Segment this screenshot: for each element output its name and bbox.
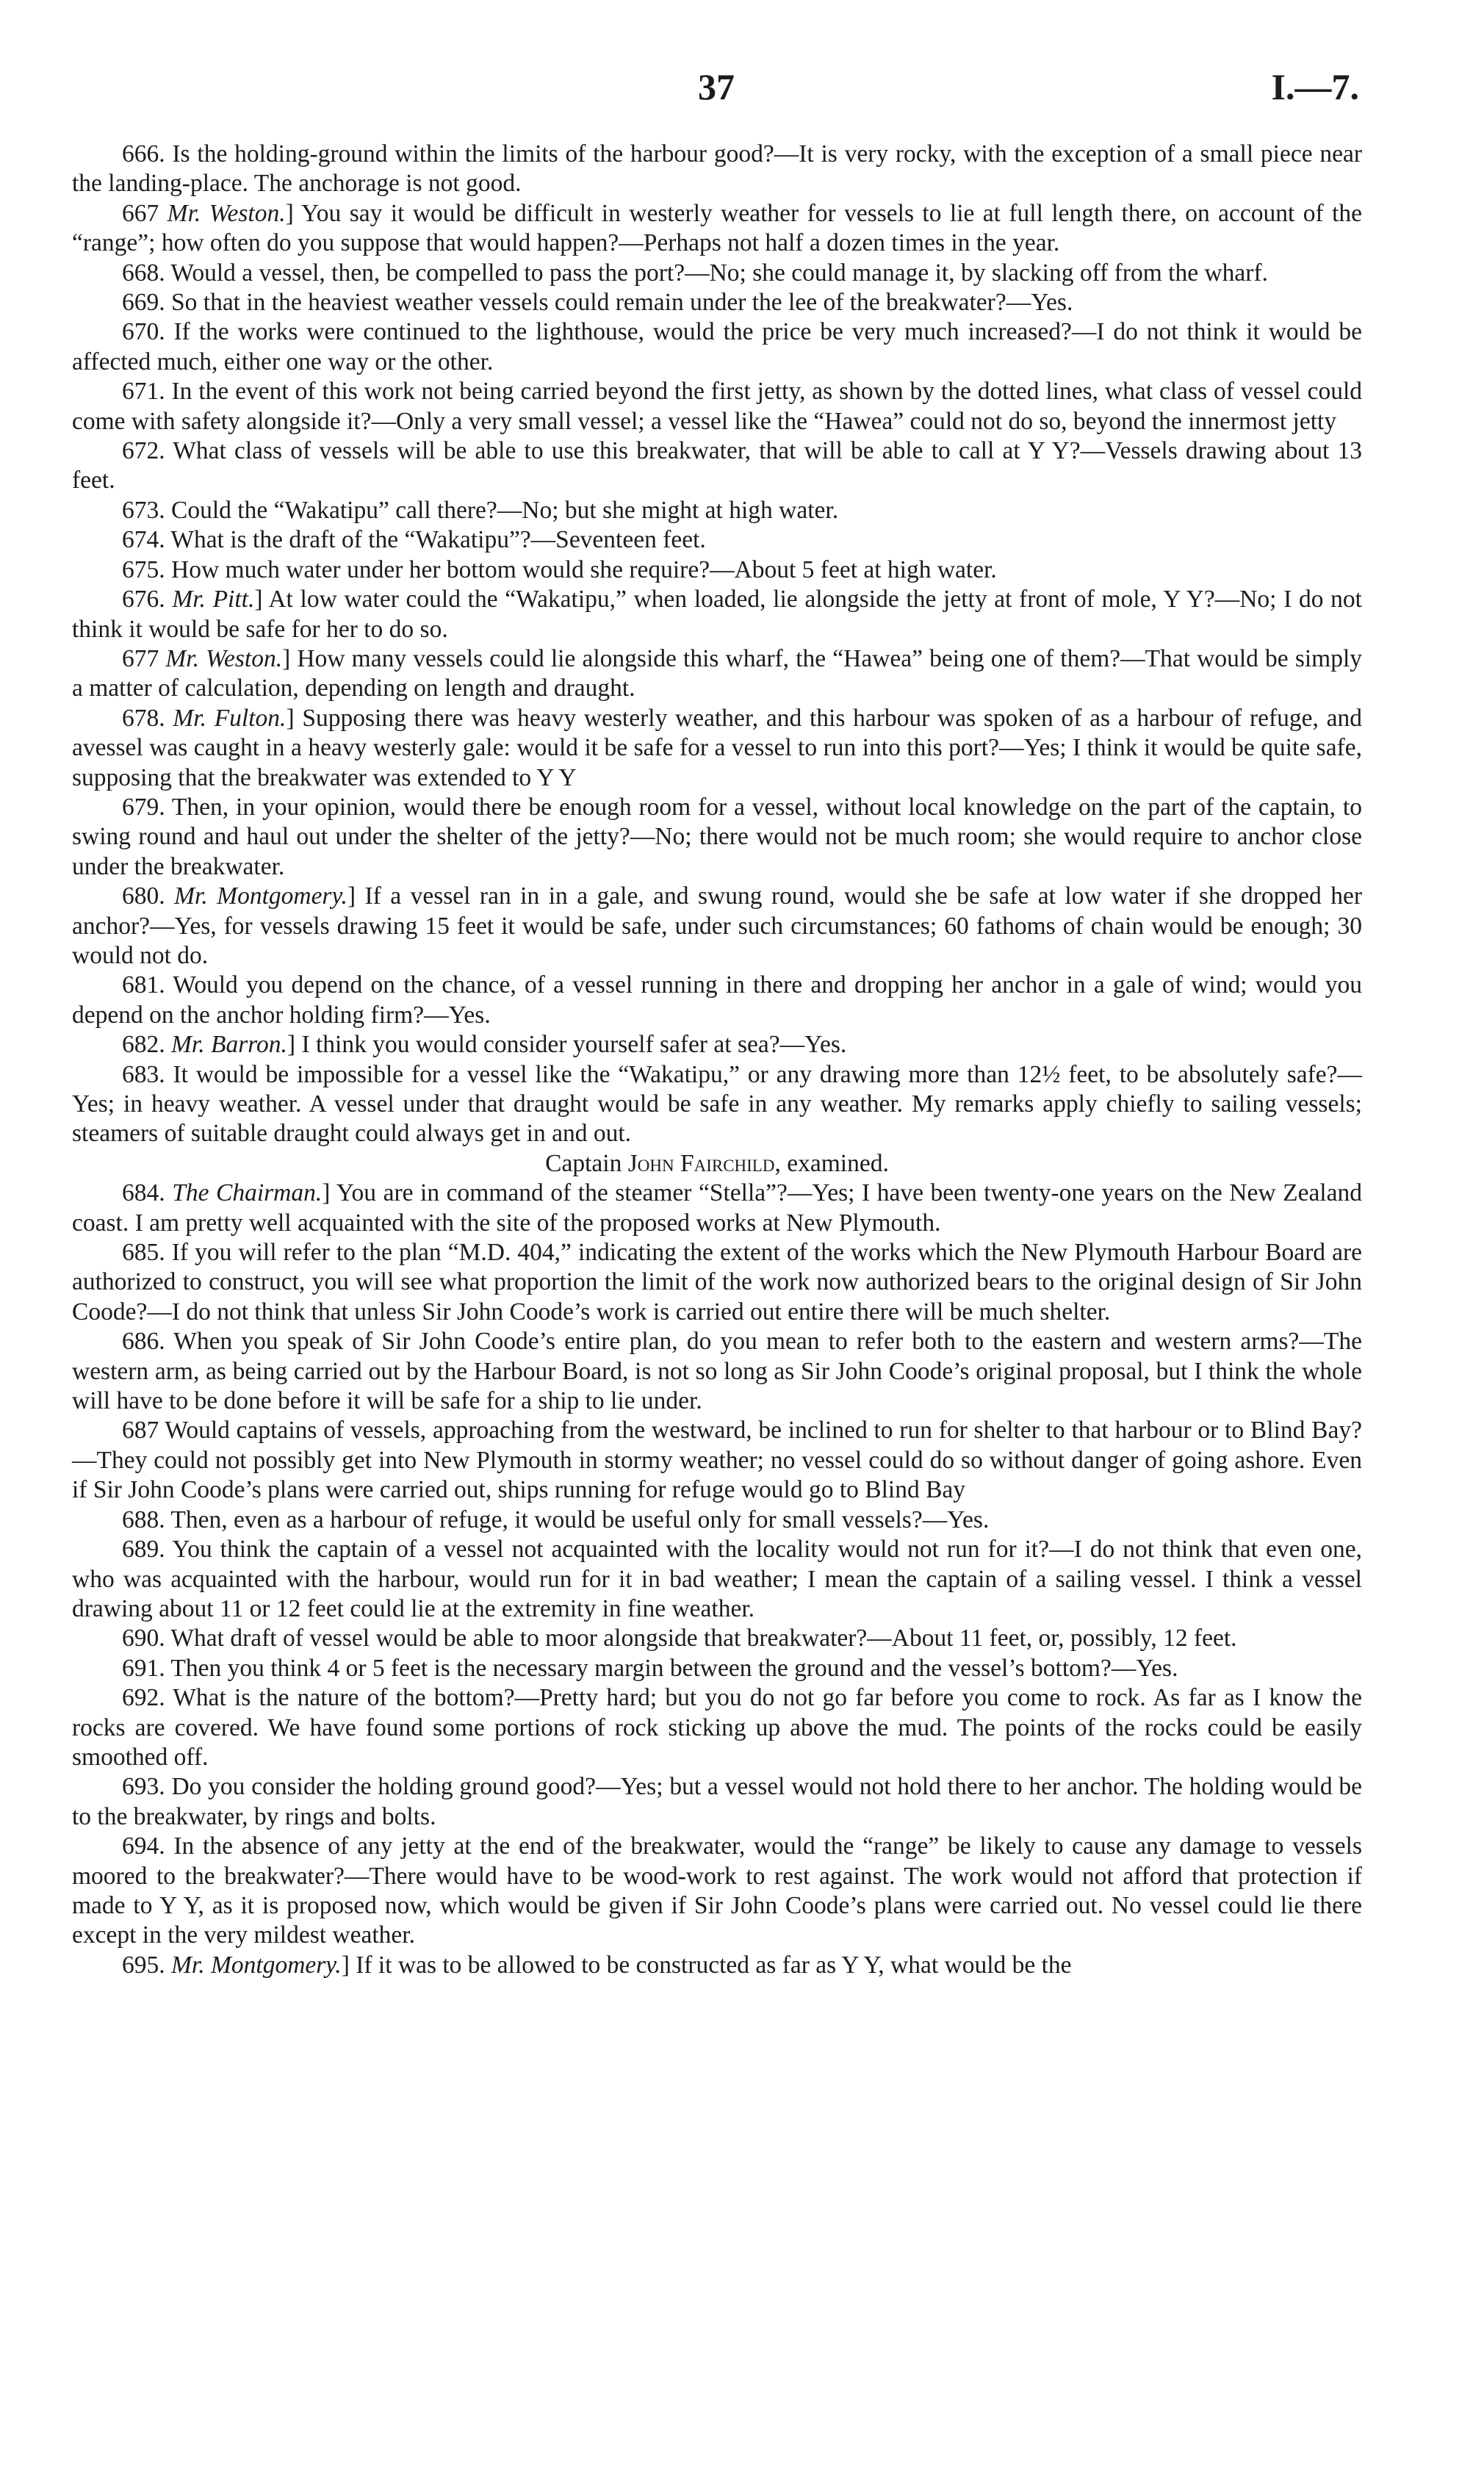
question-text: What is the nature of the bottom?—Pretty hard; but you do not go far before you come to rock. As far as I know the rocks are covered. We have found some portions of rock sticking up above the mud. The points of the rocks could be easily smoothed off. xyxy=(72,1684,1362,1771)
question-text: At low water could the “Wakatipu,” when loaded, lie alongside the jetty at front of mole, Y Y?—No; I do not think it would be safe for her to do so. xyxy=(72,586,1362,643)
question-paragraph xyxy=(72,1327,1362,1416)
question-number: 683. xyxy=(122,1060,165,1088)
speaker-bracket: ] xyxy=(287,1031,296,1059)
question-paragraph xyxy=(72,1951,1362,1980)
question-number: 673. xyxy=(122,496,165,524)
speaker-bracket: ] xyxy=(286,704,295,732)
question-text: If a vessel ran in in a gale, and swung round, would she be safe at low water if she dropped her anchor?—Yes, for vessels drawing 15 feet it would be safe, under such circumstances; 60 fathoms of chain would be enough; 30 would not do. xyxy=(72,882,1363,969)
question-text: Would a vessel, then, be compelled to pass the port?—No; she could manage it, by slacking off from the wharf. xyxy=(170,259,1268,287)
question-number: 674. xyxy=(122,526,165,554)
question-number: 668. xyxy=(122,259,165,287)
question-text: If the works were continued to the lighthouse, would the price be very much increased?—I do not think it would be affected much, either one way or the other. xyxy=(72,318,1363,375)
question-paragraph xyxy=(72,1624,1362,1653)
witness-title: Captain xyxy=(545,1149,622,1177)
question-paragraph xyxy=(72,1238,1362,1327)
question-text: If you will refer to the plan “M.D. 404,” indicating the extent of the works which the New Plymouth Harbour Board are authorized to construct, you will see what proportion the limit of the work now authorized bears to the original design of Sir John Coode?—I do not think that unless Sir John Coode’s work is carried out entire there will be much shelter. xyxy=(72,1239,1362,1325)
question-paragraph xyxy=(72,199,1362,259)
question-number: 678. xyxy=(122,704,165,732)
question-paragraph xyxy=(72,436,1362,496)
question-number: 669. xyxy=(122,289,165,317)
question-paragraph xyxy=(72,1772,1362,1832)
speaker-name: Mr. Pitt. xyxy=(172,586,255,614)
question-number: 693. xyxy=(122,1773,165,1801)
question-number: 676. xyxy=(122,586,165,614)
question-text: Supposing there was heavy westerly weather, and this harbour was spoken of as a harbour of refuge, and avessel was caught in a heavy westerly gale: would it be safe for a vessel to run into this port?—Yes; I think it would be quite safe, supposing that the breakwater was extended to Y Y xyxy=(72,704,1363,791)
question-paragraph xyxy=(72,1416,1362,1505)
speaker-bracket: ] xyxy=(282,644,291,672)
question-number: 677 xyxy=(122,644,159,672)
question-text: Would you depend on the chance, of a vessel running in there and dropping her anchor in a gale of wind; would you depend on the anchor holding firm?—Yes. xyxy=(72,971,1362,1029)
question-paragraph xyxy=(72,140,1362,199)
question-paragraph xyxy=(72,1060,1362,1149)
question-number: 695. xyxy=(122,1951,165,1979)
question-text: If it was to be allowed to be constructed as far as Y Y, what would be the xyxy=(356,1951,1072,1979)
question-text: You are in command of the steamer “Stella”?—Yes; I have been twenty-one years on the New Zealand coast. I am pretty well acquainted with the site of the proposed works at New Plymouth. xyxy=(72,1179,1362,1237)
question-number: 687 xyxy=(122,1417,159,1445)
question-number: 671. xyxy=(122,378,165,406)
speaker-name: The Chairman. xyxy=(172,1179,323,1207)
question-text: Then, even as a harbour of refuge, it would be useful only for small vessels?—Yes. xyxy=(170,1506,990,1533)
evidence-body xyxy=(72,140,1362,1980)
question-text: Then, in your opinion, would there be enough room for a vessel, without local knowledge on the part of the captain, to swing round and haul out under the shelter of the jetty?—No; there would not be much room; she would require to anchor close under the breakwater. xyxy=(72,793,1362,880)
question-text: What draft of vessel would be able to moor alongside that breakwater?—About 11 feet, or, possibly, 12 feet. xyxy=(170,1625,1237,1652)
speaker-name: Mr. Weston. xyxy=(165,644,283,672)
question-paragraph xyxy=(72,288,1362,317)
question-number: 681. xyxy=(122,971,165,999)
question-paragraph xyxy=(72,793,1362,882)
speaker-bracket: ] xyxy=(322,1179,331,1207)
question-text: So that in the heaviest weather vessels could remain under the lee of the breakwater?—Yes. xyxy=(171,289,1073,317)
question-number: 686. xyxy=(122,1328,165,1356)
question-number: 666. xyxy=(122,140,165,168)
question-text: In the absence of any jetty at the end of the breakwater, would the “range” be likely to cause any damage to vessels moored to the breakwater?—There would have to be wood-work to rest against. The work would not afford that protection if made to Y Y, as it is proposed now, which would be given if Sir John Coode’s plans were carried out. No vessel could lie there except in the very mildest weather. xyxy=(72,1832,1363,1949)
question-text: What class of vessels will be able to use this breakwater, that will be able to call at Y Y?—Vessels drawing about 13 feet. xyxy=(72,437,1362,494)
page-number: 37 xyxy=(698,66,735,107)
speaker-bracket: ] xyxy=(254,586,263,614)
question-text: When you speak of Sir John Coode’s entire plan, do you mean to refer both to the eastern and western arms?—The western arm, as being carried out by the Harbour Board, is not so long as Sir John Coode’s original proposal, but I think the whole will have to be done before it will be safe for a ship to lie under. xyxy=(72,1328,1362,1415)
question-number: 685. xyxy=(122,1239,165,1267)
witness-heading xyxy=(72,1149,1362,1179)
question-paragraph xyxy=(72,971,1362,1030)
speaker-bracket: ] xyxy=(341,1951,350,1979)
question-number: 690. xyxy=(122,1625,165,1652)
question-number: 684. xyxy=(122,1179,165,1207)
question-paragraph xyxy=(72,317,1362,377)
speaker-name: Mr. Fulton. xyxy=(173,704,287,732)
question-text: You think the captain of a vessel not acquainted with the locality would not run for it?—I do not think that even one, who was acquainted with the harbour, would run for it in bad weather; I mean the captain of a sailing vessel. I think a vessel drawing about 11 or 12 feet could lie at the extremity in fine weather. xyxy=(72,1536,1362,1622)
question-text: It would be impossible for a vessel like the “Wakatipu,” or any drawing more than 12½ feet, to be absolutely safe?—Yes; in heavy weather. A vessel under that draught would be safe in any weather. My remarks apply chiefly to sailing vessels; steamers of suitable draught could always get in and out. xyxy=(72,1060,1363,1148)
speaker-name: Mr. Montgomery. xyxy=(174,882,347,910)
speaker-bracket: ] xyxy=(347,882,356,910)
question-text: How much water under her bottom would she require?—About 5 feet at high water. xyxy=(171,555,997,583)
question-text: Do you consider the holding ground good?—Yes; but a vessel would not hold there to her anchor. The holding would be to the breakwater, by rings and bolts. xyxy=(72,1773,1363,1830)
question-paragraph xyxy=(72,882,1362,971)
question-number: 667 xyxy=(122,199,159,227)
question-paragraph xyxy=(72,1179,1362,1238)
speaker-bracket: ] xyxy=(285,199,294,227)
question-text: Is the holding-ground within the limits of the harbour good?—It is very rocky, with the exception of a small piece near the landing-place. The anchorage is not good. xyxy=(72,140,1362,198)
question-paragraph xyxy=(72,1535,1362,1624)
question-number: 680. xyxy=(122,882,165,910)
question-number: 675. xyxy=(122,555,165,583)
question-paragraph xyxy=(72,259,1362,288)
document-reference: I.—7. xyxy=(1271,66,1359,107)
speaker-name: Mr. Montgomery. xyxy=(171,1951,342,1979)
question-number: 670. xyxy=(122,318,165,346)
question-number: 682. xyxy=(122,1031,165,1059)
speaker-name: Mr. Barron. xyxy=(171,1031,287,1059)
question-paragraph xyxy=(72,1506,1362,1535)
question-text: Would captains of vessels, approaching from the westward, be inclined to run for shelter to that harbour or to Blind Bay?—They could not possibly get into New Plymouth in stormy weather; no vessel could do so without danger of going ashore. Even if Sir John Coode’s plans were carried out, ships running for refuge would go to Blind Bay xyxy=(72,1417,1362,1504)
page-header xyxy=(0,65,1484,109)
question-number: 694. xyxy=(122,1832,165,1860)
question-paragraph xyxy=(72,1683,1362,1772)
witness-status: , examined. xyxy=(774,1149,889,1177)
question-text: Then you think 4 or 5 feet is the necessary margin between the ground and the vessel’s bottom?—Yes. xyxy=(170,1654,1178,1682)
question-text: In the event of this work not being carried beyond the first jetty, as shown by the dotted lines, what class of vessel could come with safety alongside it?—Only a very small vessel; a vessel like the “Hawea” could not do so, beyond the innermost jetty xyxy=(72,378,1362,435)
question-number: 689. xyxy=(122,1536,165,1564)
question-paragraph xyxy=(72,585,1362,644)
question-number: 691. xyxy=(122,1654,165,1682)
question-paragraph xyxy=(72,377,1362,436)
question-paragraph xyxy=(72,525,1362,555)
question-paragraph xyxy=(72,1030,1362,1060)
question-text: You say it would be difficult in westerly weather for vessels to lie at full length there, on account of the “range”; how often do you suppose that would happen?—Perhaps not half a dozen times in the year. xyxy=(72,199,1362,257)
question-number: 692. xyxy=(122,1684,165,1712)
question-paragraph xyxy=(72,704,1362,793)
speaker-name: Mr. Weston. xyxy=(167,199,286,227)
question-paragraph xyxy=(72,496,1362,525)
question-paragraph xyxy=(72,555,1362,585)
question-number: 688. xyxy=(122,1506,165,1533)
question-paragraph xyxy=(72,1832,1362,1951)
question-paragraph xyxy=(72,644,1362,704)
question-number: 672. xyxy=(122,437,165,465)
question-text: Could the “Wakatipu” call there?—No; but she might at high water. xyxy=(171,496,839,524)
question-text: I think you would consider yourself safer at sea?—Yes. xyxy=(301,1031,847,1059)
question-number: 679. xyxy=(122,793,165,821)
witness-name: John Fairchild xyxy=(627,1149,775,1177)
question-text: How many vessels could lie alongside this wharf, the “Hawea” being one of them?—That would be simply a matter of calculation, depending on length and draught. xyxy=(72,644,1363,702)
question-paragraph xyxy=(72,1654,1362,1683)
question-text: What is the draft of the “Wakatipu”?—Seventeen feet. xyxy=(170,526,706,554)
